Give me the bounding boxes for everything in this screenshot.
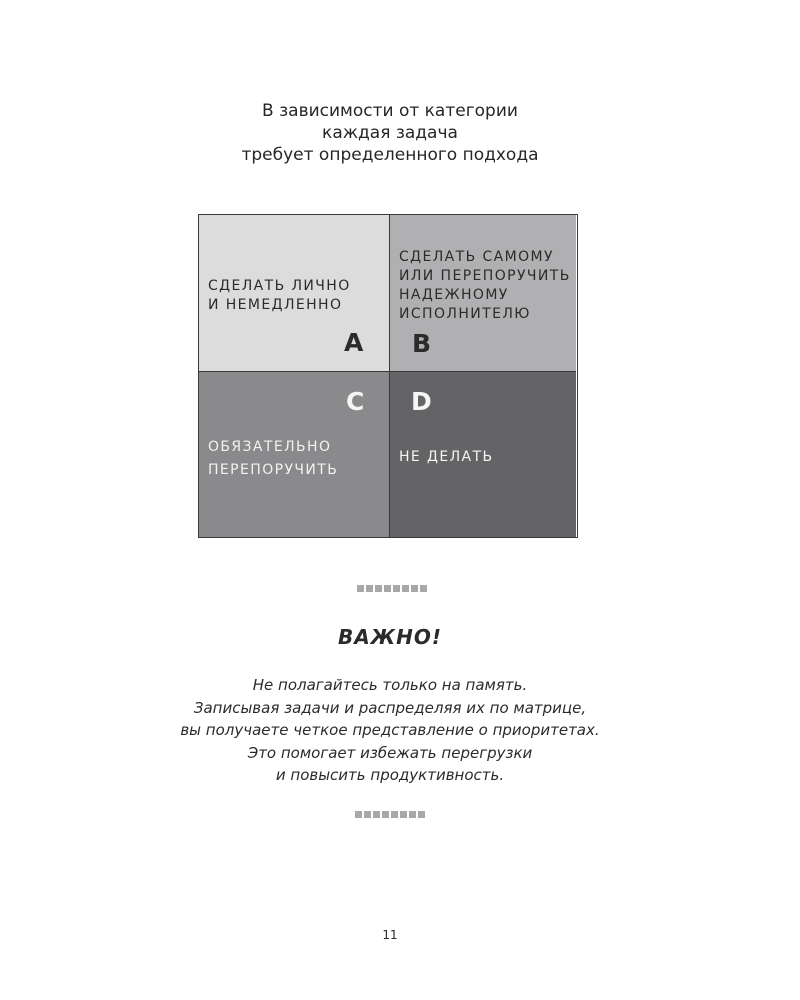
cell-d-text [399,448,493,467]
matrix-cell-b [390,215,576,372]
note-line: вы получаете четкое представление о приоритетах. [180,721,600,739]
note-line: Не полагайтесь только на память. [252,676,528,694]
page-heading [0,100,780,166]
note-line: Это помогает избежать перегрузки [247,743,533,762]
cell-c-text [208,436,338,482]
page-number: 11 [382,928,398,942]
matrix-cell-c [199,372,390,537]
cell-d-line: НЕ ДЕЛАТЬ [399,449,494,465]
cell-a-letter: A [344,328,364,357]
important-title: ВАЖНО! [337,625,443,649]
note-line: и повысить продуктивность. [275,766,505,784]
cell-c-line: ПЕРЕПОРУЧИТЬ [208,462,339,478]
cell-b-text [399,248,571,324]
section-divider-top [357,585,427,592]
cell-a-line: СДЕЛАТЬ ЛИЧНО [208,278,351,294]
cell-a-text [208,277,351,315]
cell-b-letter: B [412,329,432,358]
cell-b-line: СДЕЛАТЬ САМОМУ [399,249,554,265]
matrix-cell-a [199,215,390,372]
cell-d-letter: D [411,387,432,416]
heading-line: каждая задача [322,123,458,143]
priority-matrix [198,214,578,538]
cell-b-line: НАДЕЖНОМУ [399,287,509,303]
cell-a-line: И НЕМЕДЛЕННО [208,297,343,313]
cell-b-line: ИЛИ ПЕРЕПОРУЧИТЬ [399,268,571,284]
cell-b-line: ИСПОЛНИТЕЛЮ [399,306,531,322]
matrix-cell-d [390,372,576,537]
cell-c-letter: C [346,387,365,416]
important-note [0,674,780,787]
heading-line: требует определенного подхода [241,145,539,165]
cell-c-line: ОБЯЗАТЕЛЬНО [208,439,332,455]
section-divider-bottom [355,811,425,818]
heading-line: В зависимости от категории [262,101,518,121]
note-line: Записывая задачи и распределяя их по матрице, [193,698,587,717]
